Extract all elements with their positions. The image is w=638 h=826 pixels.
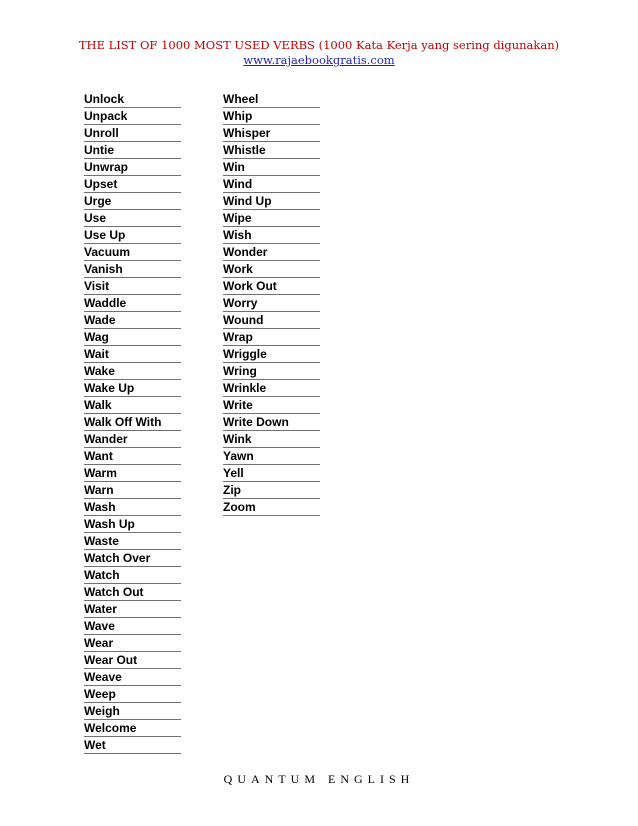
verb-item: Watch Out <box>84 584 181 601</box>
verb-item: Weigh <box>84 703 181 720</box>
verb-item: Wave <box>84 618 181 635</box>
verb-list-left <box>84 91 181 754</box>
verb-item: Wash <box>84 499 181 516</box>
verb-item: Wonder <box>223 244 320 261</box>
verb-item: Wish <box>223 227 320 244</box>
verb-item: Zip <box>223 482 320 499</box>
verb-list-right <box>223 91 320 516</box>
verb-item: Vanish <box>84 261 181 278</box>
verb-item: Wake <box>84 363 181 380</box>
verb-item: Wet <box>84 737 181 754</box>
verb-item: Weep <box>84 686 181 703</box>
verb-item: Warm <box>84 465 181 482</box>
verb-item: Whisper <box>223 125 320 142</box>
verb-item: Weave <box>84 669 181 686</box>
verb-item: Urge <box>84 193 181 210</box>
document-header <box>0 38 638 68</box>
verb-item: Unpack <box>84 108 181 125</box>
verb-item: Untie <box>84 142 181 159</box>
verb-item: Win <box>223 159 320 176</box>
verb-item: Welcome <box>84 720 181 737</box>
verb-item: Unlock <box>84 91 181 108</box>
verb-item: Water <box>84 601 181 618</box>
verb-item: Wait <box>84 346 181 363</box>
verb-item: Work Out <box>223 278 320 295</box>
verb-item: Warn <box>84 482 181 499</box>
verb-item: Yell <box>223 465 320 482</box>
verb-item: Worry <box>223 295 320 312</box>
verb-item: Wade <box>84 312 181 329</box>
verb-item: Yawn <box>223 448 320 465</box>
verb-item: Wander <box>84 431 181 448</box>
verb-item: Wear <box>84 635 181 652</box>
verb-item: Write <box>223 397 320 414</box>
verb-item: Use Up <box>84 227 181 244</box>
verb-item: Wound <box>223 312 320 329</box>
website-link[interactable]: www.rajaebookgratis.com <box>243 53 395 67</box>
verb-item: Work <box>223 261 320 278</box>
verb-item: Wear Out <box>84 652 181 669</box>
verb-item: Wink <box>223 431 320 448</box>
verb-item: Wag <box>84 329 181 346</box>
verb-item: Wind <box>223 176 320 193</box>
verb-item: Visit <box>84 278 181 295</box>
verb-item: Zoom <box>223 499 320 516</box>
verb-item: Wind Up <box>223 193 320 210</box>
verb-item: Upset <box>84 176 181 193</box>
document-title: THE LIST OF 1000 MOST USED VERBS (1000 Kata Kerja yang sering digunakan) <box>78 38 560 52</box>
verb-item: Use <box>84 210 181 227</box>
verb-item: Wash Up <box>84 516 181 533</box>
verb-item: Want <box>84 448 181 465</box>
page-footer: QUANTUM ENGLISH <box>223 772 415 786</box>
verb-item: Unwrap <box>84 159 181 176</box>
verb-item: Wipe <box>223 210 320 227</box>
verb-item: Waddle <box>84 295 181 312</box>
verb-item: Walk <box>84 397 181 414</box>
verb-item: Wriggle <box>223 346 320 363</box>
verb-item: Whip <box>223 108 320 125</box>
verb-item: Vacuum <box>84 244 181 261</box>
verb-item: Walk Off With <box>84 414 181 431</box>
verb-item: Wrap <box>223 329 320 346</box>
verb-item: Whistle <box>223 142 320 159</box>
verb-item: Waste <box>84 533 181 550</box>
verb-item: Wake Up <box>84 380 181 397</box>
verb-item: Wheel <box>223 91 320 108</box>
verb-item: Watch Over <box>84 550 181 567</box>
verb-item: Watch <box>84 567 181 584</box>
verb-item: Write Down <box>223 414 320 431</box>
verb-item: Wring <box>223 363 320 380</box>
verb-item: Unroll <box>84 125 181 142</box>
verb-item: Wrinkle <box>223 380 320 397</box>
